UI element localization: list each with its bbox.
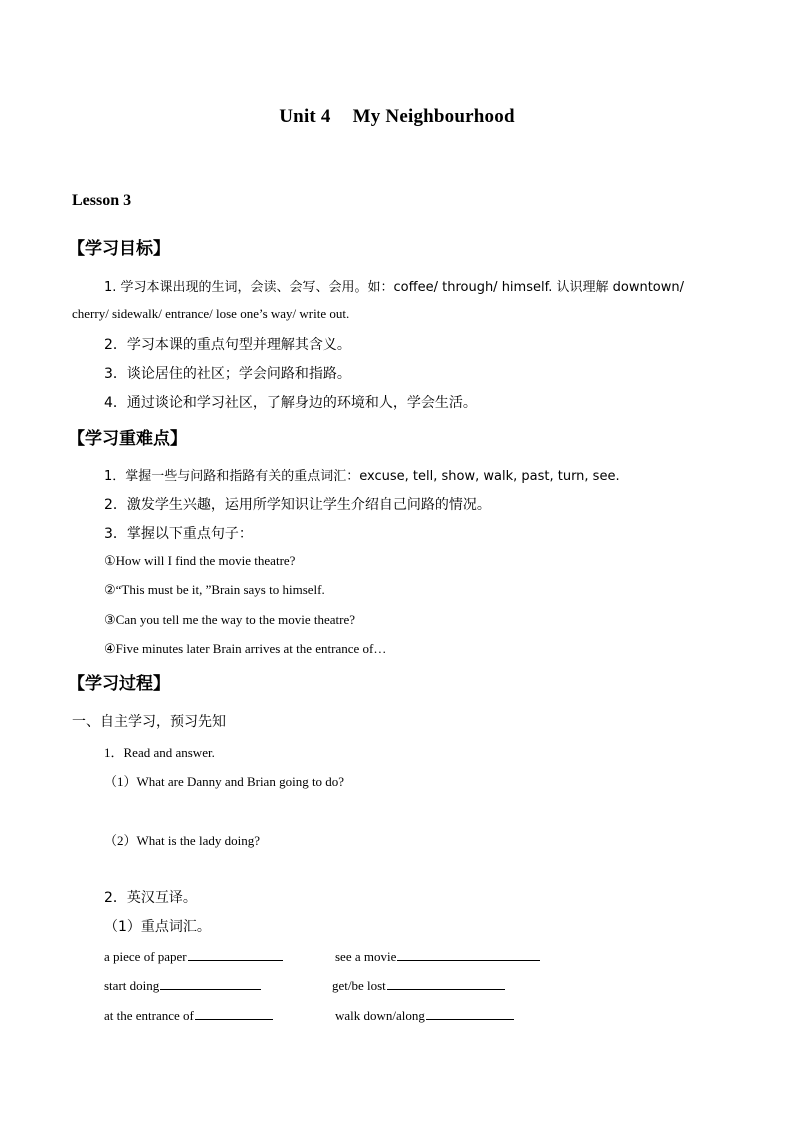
answer-blank[interactable]: [387, 977, 505, 990]
vocab-text: start doing: [104, 978, 160, 993]
vocab-item: [335, 1007, 514, 1024]
key-sentence-4: ④Five minutes later Brain arrives at the entrance of…: [104, 641, 387, 656]
section-key-points-heading: 【学习重难点】: [68, 429, 187, 449]
question-2: 2．英汉互译。: [104, 890, 197, 906]
unit-label: Unit 4: [279, 106, 331, 127]
key-point-2: 2．激发学生兴趣，运用所学知识让学生介绍自己问路的情况。: [104, 497, 491, 513]
answer-blank[interactable]: [195, 1007, 273, 1020]
vocab-item: [335, 948, 540, 965]
vocab-item: [104, 948, 283, 965]
vocab-text: walk down/along: [335, 1008, 425, 1023]
vocab-text: see a movie: [335, 949, 397, 964]
answer-blank[interactable]: [160, 977, 261, 990]
key-sentence-1: ①How will I find the movie theatre?: [104, 553, 296, 568]
goal-item-3: 3．谈论居住的社区；学会问路和指路。: [104, 366, 351, 382]
goal-item-4: 4．通过谈论和学习社区，了解身边的环境和人，学会生活。: [104, 395, 477, 411]
lesson-heading: Lesson 3: [72, 192, 132, 209]
goal-item-2: 2．学习本课的重点句型并理解其含义。: [104, 337, 351, 353]
unit-name: My Neighbourhood: [352, 106, 515, 127]
answer-blank[interactable]: [426, 1007, 514, 1020]
process-part-1: 一、自主学习，预习先知: [72, 714, 226, 730]
vocab-text: a piece of paper: [104, 949, 187, 964]
section-process-heading: 【学习过程】: [68, 674, 170, 694]
vocab-text: get/be lost: [332, 978, 386, 993]
vocab-item: [104, 977, 261, 994]
key-point-1: 1．掌握一些与问路和指路有关的重点词汇：excuse, tell, show, walk, past, turn, see.: [104, 469, 620, 484]
answer-blank[interactable]: [188, 948, 283, 961]
goal-item-1: 1. 学习本课出现的生词，会读、会写、会用。如：coffee/ through/ himself. 认识理解 downtown/: [104, 280, 684, 295]
vocab-text: at the entrance of: [104, 1008, 194, 1023]
question-1: 1．Read and answer.: [104, 745, 215, 760]
section-goals-heading: 【学习目标】: [68, 239, 170, 259]
question-1-1: （1）What are Danny and Brian going to do?: [104, 774, 345, 789]
question-1-2: （2）What is the lady doing?: [104, 833, 260, 848]
page-title: [0, 106, 794, 128]
vocab-item: [104, 1007, 273, 1024]
key-sentence-3: ③Can you tell me the way to the movie theatre?: [104, 612, 355, 627]
question-2-1: （1）重点词汇。: [104, 919, 211, 935]
vocab-item: [332, 977, 505, 994]
goal-item-1-cont: cherry/ sidewalk/ entrance/ lose one’s way/ write out.: [72, 306, 350, 321]
key-point-3: 3．掌握以下重点句子：: [104, 526, 253, 542]
answer-blank[interactable]: [397, 948, 540, 961]
key-sentence-2: ②“This must be it, ”Brain says to himself.: [104, 582, 325, 597]
